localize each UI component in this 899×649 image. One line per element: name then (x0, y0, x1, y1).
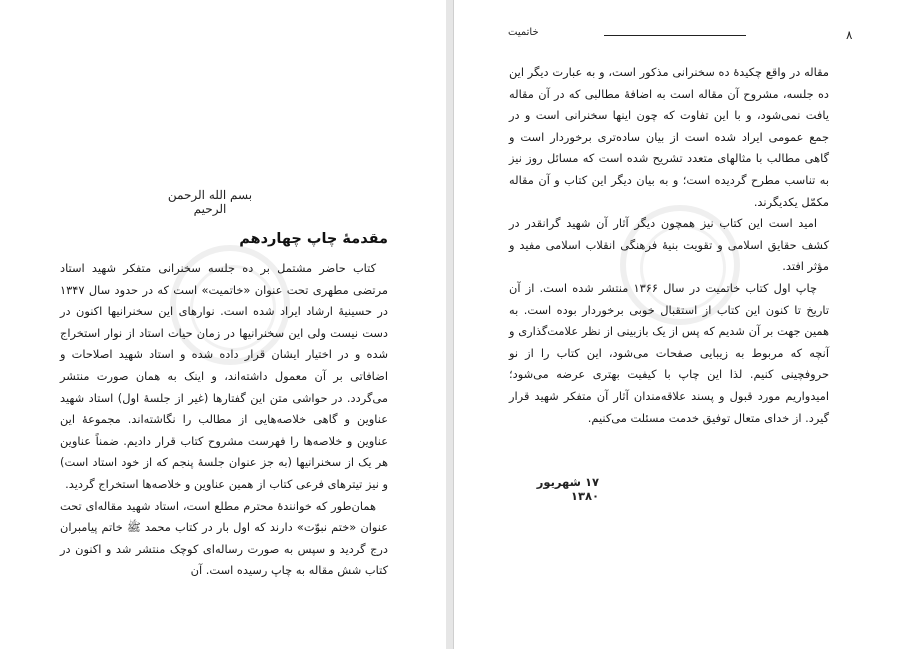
paragraph: چاپ اول کتاب خاتمیت در سال ۱۳۶۶ منتشر شده است. از آن تاریخ تا کنون این کتاب از استقبال خوبی برخوردار بوده است. به همین جهت بر آن شدیم که پس از یک بازبینی از نظر علامت‌گذاری و آنچه که مربوط به زیبایی صفحات می‌شود، این کتاب را از نو حروفچینی کنیم. لذا این چاپ با کیفیت بهتری عرضه می‌شود؛ امیدواریم مورد قبول و پسند علاقه‌مندان آثار آن متفکر شهید قرار گیرد. از خدای متعال توفیق خدمت مسئلت می‌کنیم. (509, 280, 829, 425)
page-number: ۸ (846, 28, 853, 42)
paragraph: کتاب حاضر مشتمل بر ده جلسه سخنرانی متفکر شهید استاد مرتضی مطهری تحت عنوان «خاتمیت» است که در حدود سال ۱۳۴۷ در حسینیهٔ ارشاد ایراد شده است. نوارهای این سخنرانیها اکنون در دست نیست ولی این سخنرانیها در زمان حیات استاد از نوار استخراج شده و در اختیار ایشان قرار داده شده و استاد شهید اصلاحات و اضافاتی بر آن معمول داشته‌اند، و اینک به همان صورت منتشر می‌گردد. در حواشی متن این گفتارها (غیر از جلسهٔ اول) استاد شهید عناوین و گاهی خلاصه‌هایی از مطالب را نگاشته‌اند. مجموعهٔ این عناوین و خلاصه‌ها را فهرست مشروح کتاب قرار دادیم. ضمناً عناوین هر یک از سخنرانیها (به جز عنوان جلسهٔ پنجم که از خود استاد است) و نیز تیترهای فرعی کتاب از همین عناوین و خلاصه‌ها استخراج گردید. (60, 261, 388, 491)
paragraph: مقاله در واقع چکیدهٔ ده سخنرانی مذکور است، و به عبارت دیگر این ده جلسه، مشروح آن مقاله است به اضافهٔ مطالبی که در آن مقاله یافت نمی‌شود، و با این تفاوت که چون اینها سخنرانی است و در جمع عمومی ایراد شده است از بیان ساده‌تری برخوردار است و گاهی مطالب با مثالهای متعدد تشریح شده است که مسائل روز نیز به تناسب مطرح گردیده است؛ و به بیان دیگر این کتاب و آن مقاله مکمّل یکدیگرند. (509, 65, 829, 209)
paragraph: امید است این کتاب نیز همچون دیگر آثار آن شهید گرانقدر در کشف حقایق اسلامی و تقویت بنیهٔ فرهنگی انقلاب اسلامی مفید و مؤثر افتد. (509, 216, 829, 274)
book-gutter (446, 0, 453, 649)
right-page-body (509, 62, 829, 429)
section-heading: مقدمهٔ چاپ چهاردهم (239, 231, 388, 247)
bismillah-heading: بسم الله الرحمن الرحیم (167, 188, 253, 216)
left-page (0, 0, 447, 649)
signature-date: ۱۷ شهریور ۱۳۸۰ (536, 475, 599, 503)
left-page-body (60, 258, 388, 582)
paragraph: همان‌طور که خوانندهٔ محترم مطلع است، استاد شهید مقاله‌ای تحت عنوان «ختم نبوّت» دارند که اول بار در کتاب محمد ﷺ خاتم پیامبران درج گردید و سپس به صورت رساله‌ای کوچک منتشر شد و اکنون در کتاب شش مقاله به چاپ رسیده است. آن (60, 498, 388, 578)
running-header-title: خاتمیت (508, 27, 604, 38)
